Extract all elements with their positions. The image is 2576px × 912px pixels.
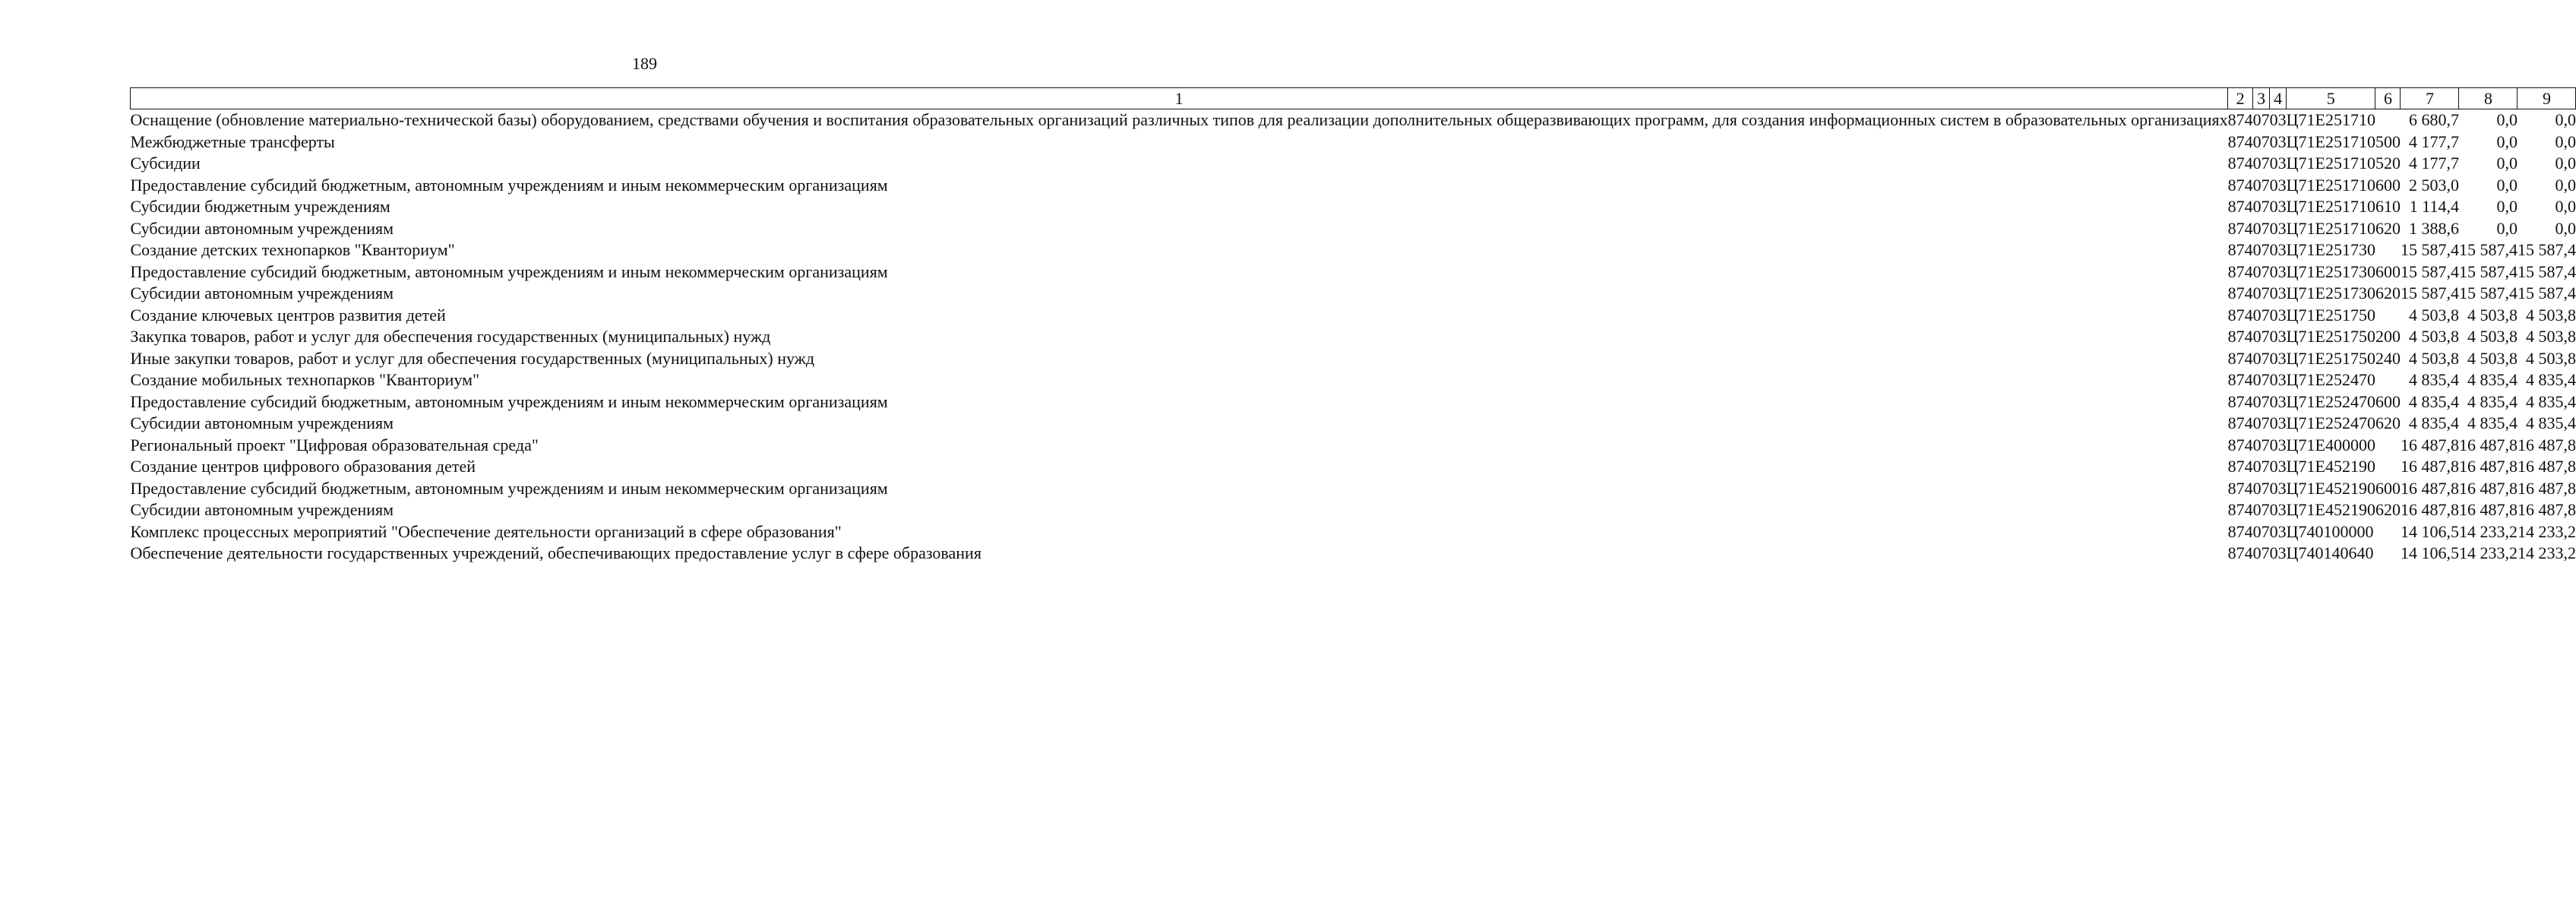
table-row xyxy=(131,435,2576,457)
row-name: Создание центров цифрового образования детей xyxy=(130,457,476,476)
row-name: Предоставление субсидий бюджетным, автономным учреждениям и иным некоммерческим организациям xyxy=(130,175,888,195)
expense-type-code: 600 xyxy=(2375,391,2401,411)
amount-year-1: 4 503,8 xyxy=(2408,305,2459,325)
section-code: 07 xyxy=(2252,435,2270,454)
target-article-code: Ц71Е251730 xyxy=(2286,283,2375,302)
amount-year-2: 4 503,8 xyxy=(2467,327,2518,346)
row-name: Межбюджетные трансферты xyxy=(130,131,335,151)
amount-year-3: 4 503,8 xyxy=(2525,305,2576,325)
subsection-code: 03 xyxy=(2269,327,2287,346)
amount-year-3: 0,0 xyxy=(2555,154,2576,173)
subsection-code: 03 xyxy=(2269,261,2287,281)
section-code: 07 xyxy=(2252,261,2270,281)
amount-year-2: 4 503,8 xyxy=(2467,348,2518,368)
section-code: 07 xyxy=(2252,391,2270,411)
ministry-code: 874 xyxy=(2227,283,2253,302)
table-row xyxy=(131,499,2576,521)
subsection-code: 03 xyxy=(2269,110,2287,129)
target-article-code: Ц71Е252470 xyxy=(2286,413,2375,432)
table-row xyxy=(131,175,2576,197)
expense-type-code: 620 xyxy=(2375,500,2401,519)
amount-year-2: 4 835,4 xyxy=(2467,391,2518,411)
amount-year-3: 16 487,8 xyxy=(2517,457,2576,476)
amount-year-1: 4 177,7 xyxy=(2408,154,2459,173)
amount-year-1: 15 587,4 xyxy=(2400,261,2459,281)
expense-type-code xyxy=(2375,239,2401,261)
section-code: 07 xyxy=(2252,240,2270,259)
amount-year-1: 16 487,8 xyxy=(2400,435,2459,454)
subsection-code: 03 xyxy=(2269,521,2287,541)
subsection-code: 03 xyxy=(2269,370,2287,389)
amount-year-1: 16 487,8 xyxy=(2400,478,2459,498)
page-number: 189 xyxy=(632,54,657,73)
section-code: 07 xyxy=(2252,543,2270,562)
ministry-code: 874 xyxy=(2227,154,2253,173)
subsection-code: 03 xyxy=(2269,131,2287,151)
section-code: 07 xyxy=(2252,218,2270,238)
ministry-code: 874 xyxy=(2227,521,2253,541)
expense-type-code: 600 xyxy=(2375,478,2401,498)
section-code: 07 xyxy=(2252,327,2270,346)
column-header: 6 xyxy=(2375,88,2401,109)
amount-year-2: 0,0 xyxy=(2496,110,2518,129)
amount-year-2: 14 233,2 xyxy=(2458,543,2518,562)
amount-year-3: 0,0 xyxy=(2555,110,2576,129)
ministry-code: 874 xyxy=(2227,197,2253,216)
amount-year-3: 4 503,8 xyxy=(2525,348,2576,368)
subsection-code: 03 xyxy=(2269,218,2287,238)
amount-year-3: 15 587,4 xyxy=(2517,283,2576,302)
ministry-code: 874 xyxy=(2227,218,2253,238)
row-name: Закупка товаров, работ и услуг для обеспечения государственных (муниципальных) нужд xyxy=(130,327,771,346)
target-article-code: Ц71Е452190 xyxy=(2286,457,2375,476)
expense-type-code xyxy=(2375,521,2401,543)
target-article-code: Ц71Е251710 xyxy=(2286,110,2375,129)
amount-year-1: 16 487,8 xyxy=(2400,457,2459,476)
ministry-code: 874 xyxy=(2227,110,2253,129)
amount-year-1: 15 587,4 xyxy=(2400,283,2459,302)
row-name: Предоставление субсидий бюджетным, автономным учреждениям и иным некоммерческим организациям xyxy=(130,391,888,411)
table-row xyxy=(131,413,2576,435)
subsection-code: 03 xyxy=(2269,240,2287,259)
table-row xyxy=(131,348,2576,370)
ministry-code: 874 xyxy=(2227,327,2253,346)
amount-year-3: 0,0 xyxy=(2555,175,2576,195)
amount-year-1: 4 503,8 xyxy=(2408,348,2459,368)
amount-year-1: 1 114,4 xyxy=(2409,197,2459,216)
amount-year-3: 15 587,4 xyxy=(2517,240,2576,259)
ministry-code: 874 xyxy=(2227,543,2253,562)
table-row xyxy=(131,283,2576,305)
table-row xyxy=(131,478,2576,500)
amount-year-2: 0,0 xyxy=(2496,218,2518,238)
row-name: Субсидии бюджетным учреждениям xyxy=(130,197,390,216)
target-article-code: Ц71Е251750 xyxy=(2286,305,2375,325)
target-article-code: Ц71Е251730 xyxy=(2286,261,2375,281)
amount-year-2: 15 587,4 xyxy=(2458,283,2518,302)
expense-type-code: 240 xyxy=(2375,348,2401,368)
table-row xyxy=(131,153,2576,175)
subsection-code: 03 xyxy=(2269,154,2287,173)
section-code: 07 xyxy=(2252,478,2270,498)
expense-type-code: 600 xyxy=(2375,261,2401,281)
section-code: 07 xyxy=(2252,154,2270,173)
amount-year-1: 4 503,8 xyxy=(2408,327,2459,346)
column-header: 3 xyxy=(2253,88,2270,109)
ministry-code: 874 xyxy=(2227,175,2253,195)
ministry-code: 874 xyxy=(2227,457,2253,476)
column-header: 7 xyxy=(2401,88,2459,109)
subsection-code: 03 xyxy=(2269,197,2287,216)
ministry-code: 874 xyxy=(2227,370,2253,389)
amount-year-3: 0,0 xyxy=(2555,131,2576,151)
row-name: Создание детских технопарков "Кванториум" xyxy=(130,240,455,259)
expense-type-code: 600 xyxy=(2375,175,2401,195)
budget-table xyxy=(130,87,2576,565)
subsection-code: 03 xyxy=(2269,305,2287,325)
ministry-code: 874 xyxy=(2227,478,2253,498)
table-row xyxy=(131,109,2576,131)
target-article-code: Ц71Е251710 xyxy=(2286,175,2375,195)
amount-year-2: 16 487,8 xyxy=(2458,500,2518,519)
section-code: 07 xyxy=(2252,348,2270,368)
section-code: 07 xyxy=(2252,197,2270,216)
target-article-code: Ц71Е251710 xyxy=(2286,197,2375,216)
target-article-code: Ц71Е452190 xyxy=(2286,478,2375,498)
expense-type-code: 620 xyxy=(2375,283,2401,302)
section-code: 07 xyxy=(2252,110,2270,129)
target-article-code: Ц740100000 xyxy=(2286,521,2374,541)
subsection-code: 03 xyxy=(2269,413,2287,432)
section-code: 07 xyxy=(2252,305,2270,325)
subsection-code: 03 xyxy=(2269,543,2287,562)
amount-year-1: 4 835,4 xyxy=(2408,370,2459,389)
target-article-code: Ц71Е251710 xyxy=(2286,131,2375,151)
subsection-code: 03 xyxy=(2269,457,2287,476)
column-header: 8 xyxy=(2459,88,2518,109)
section-code: 07 xyxy=(2252,283,2270,302)
row-name: Создание мобильных технопарков "Кванториум" xyxy=(130,370,480,389)
amount-year-2: 0,0 xyxy=(2496,154,2518,173)
amount-year-3: 0,0 xyxy=(2555,218,2576,238)
amount-year-2: 16 487,8 xyxy=(2458,478,2518,498)
amount-year-2: 4 835,4 xyxy=(2467,370,2518,389)
table-row xyxy=(131,369,2576,391)
subsection-code: 03 xyxy=(2269,435,2287,454)
amount-year-2: 4 503,8 xyxy=(2467,305,2518,325)
table-row xyxy=(131,196,2576,218)
column-header: 9 xyxy=(2518,88,2576,109)
subsection-code: 03 xyxy=(2269,500,2287,519)
target-article-code: Ц71Е251710 xyxy=(2286,154,2375,173)
table-row xyxy=(131,543,2576,565)
expense-type-code xyxy=(2375,305,2401,327)
section-code: 07 xyxy=(2252,521,2270,541)
row-name: Комплекс процессных мероприятий "Обеспечение деятельности организаций в сфере образования" xyxy=(130,521,842,541)
subsection-code: 03 xyxy=(2269,348,2287,368)
target-article-code: Ц71Е400000 xyxy=(2286,435,2375,454)
amount-year-1: 14 106,5 xyxy=(2400,543,2459,562)
table-row xyxy=(131,218,2576,240)
section-code: 07 xyxy=(2252,370,2270,389)
amount-year-2: 15 587,4 xyxy=(2458,240,2518,259)
row-name: Иные закупки товаров, работ и услуг для обеспечения государственных (муниципальных) нужд xyxy=(130,348,815,368)
expense-type-code xyxy=(2375,543,2401,565)
amount-year-3: 14 233,2 xyxy=(2517,521,2576,541)
section-code: 07 xyxy=(2252,457,2270,476)
column-header: 4 xyxy=(2270,88,2287,109)
target-article-code: Ц71Е251750 xyxy=(2286,348,2375,368)
target-article-code: Ц71Е251710 xyxy=(2286,218,2375,238)
subsection-code: 03 xyxy=(2269,283,2287,302)
table-row xyxy=(131,261,2576,283)
amount-year-3: 15 587,4 xyxy=(2517,261,2576,281)
amount-year-1: 1 388,6 xyxy=(2408,218,2459,238)
amount-year-1: 2 503,0 xyxy=(2408,175,2459,195)
row-name: Оснащение (обновление материально-технической базы) оборудованием, средствами обучения и воспитания образовательных организаций различных типов для реализации дополнительных общеразвивающих программ, для создания информационных систем в образовательных организациях xyxy=(130,110,2228,129)
row-name: Региональный проект "Цифровая образовательная среда" xyxy=(130,435,539,454)
row-name: Субсидии автономным учреждениям xyxy=(130,283,394,302)
amount-year-3: 4 835,4 xyxy=(2525,413,2576,432)
row-name: Предоставление субсидий бюджетным, автономным учреждениям и иным некоммерческим организациям xyxy=(130,478,888,498)
amount-year-3: 0,0 xyxy=(2555,197,2576,216)
expense-type-code: 620 xyxy=(2375,413,2401,432)
row-name: Субсидии автономным учреждениям xyxy=(130,218,394,238)
ministry-code: 874 xyxy=(2227,305,2253,325)
column-header: 1 xyxy=(131,88,2228,109)
amount-year-1: 4 835,4 xyxy=(2408,413,2459,432)
table-row xyxy=(131,521,2576,543)
column-number-row xyxy=(131,88,2576,109)
amount-year-1: 4 835,4 xyxy=(2408,391,2459,411)
column-header: 5 xyxy=(2287,88,2375,109)
amount-year-3: 16 487,8 xyxy=(2517,478,2576,498)
table-body xyxy=(131,109,2576,565)
section-code: 07 xyxy=(2252,413,2270,432)
ministry-code: 874 xyxy=(2227,500,2253,519)
amount-year-2: 16 487,8 xyxy=(2458,457,2518,476)
amount-year-1: 6 680,7 xyxy=(2408,110,2459,129)
target-article-code: Ц71Е452190 xyxy=(2286,500,2375,519)
amount-year-3: 4 835,4 xyxy=(2525,370,2576,389)
expense-type-code xyxy=(2375,109,2401,131)
ministry-code: 874 xyxy=(2227,435,2253,454)
amount-year-1: 14 106,5 xyxy=(2400,521,2459,541)
row-name: Обеспечение деятельности государственных учреждений, обеспечивающих предоставление услуг в сфере образования xyxy=(130,543,981,562)
amount-year-2: 16 487,8 xyxy=(2458,435,2518,454)
row-name: Субсидии автономным учреждениям xyxy=(130,500,394,519)
amount-year-2: 15 587,4 xyxy=(2458,261,2518,281)
row-name: Создание ключевых центров развития детей xyxy=(130,305,446,325)
target-article-code: Ц71Е251730 xyxy=(2286,240,2375,259)
expense-type-code xyxy=(2375,369,2401,391)
ministry-code: 874 xyxy=(2227,348,2253,368)
ministry-code: 874 xyxy=(2227,413,2253,432)
row-name: Субсидии xyxy=(130,154,201,173)
amount-year-2: 0,0 xyxy=(2496,131,2518,151)
ministry-code: 874 xyxy=(2227,240,2253,259)
expense-type-code xyxy=(2375,456,2401,478)
expense-type-code xyxy=(2375,435,2401,457)
table-row xyxy=(131,326,2576,348)
column-header: 2 xyxy=(2228,88,2253,109)
section-code: 07 xyxy=(2252,500,2270,519)
expense-type-code: 200 xyxy=(2375,327,2401,346)
amount-year-3: 16 487,8 xyxy=(2517,435,2576,454)
table-row xyxy=(131,456,2576,478)
expense-type-code: 620 xyxy=(2375,218,2401,238)
subsection-code: 03 xyxy=(2269,391,2287,411)
row-name: Субсидии автономным учреждениям xyxy=(130,413,394,432)
amount-year-3: 4 835,4 xyxy=(2525,391,2576,411)
target-article-code: Ц71Е252470 xyxy=(2286,391,2375,411)
table-row xyxy=(131,131,2576,154)
section-code: 07 xyxy=(2252,175,2270,195)
ministry-code: 874 xyxy=(2227,261,2253,281)
amount-year-2: 14 233,2 xyxy=(2458,521,2518,541)
amount-year-2: 0,0 xyxy=(2496,175,2518,195)
ministry-code: 874 xyxy=(2227,391,2253,411)
expense-type-code: 500 xyxy=(2375,131,2401,151)
amount-year-1: 4 177,7 xyxy=(2408,131,2459,151)
amount-year-2: 4 835,4 xyxy=(2467,413,2518,432)
amount-year-1: 16 487,8 xyxy=(2400,500,2459,519)
ministry-code: 874 xyxy=(2227,131,2253,151)
amount-year-3: 16 487,8 xyxy=(2517,500,2576,519)
amount-year-1: 15 587,4 xyxy=(2400,240,2459,259)
subsection-code: 03 xyxy=(2269,175,2287,195)
section-code: 07 xyxy=(2252,131,2270,151)
target-article-code: Ц71Е252470 xyxy=(2286,370,2375,389)
expense-type-code: 610 xyxy=(2375,197,2401,216)
table-row xyxy=(131,305,2576,327)
expense-type-code: 520 xyxy=(2375,154,2401,173)
subsection-code: 03 xyxy=(2269,478,2287,498)
table-row xyxy=(131,239,2576,261)
amount-year-3: 4 503,8 xyxy=(2525,327,2576,346)
target-article-code: Ц740140640 xyxy=(2286,543,2374,562)
target-article-code: Ц71Е251750 xyxy=(2286,327,2375,346)
table-row xyxy=(131,391,2576,413)
amount-year-2: 0,0 xyxy=(2496,197,2518,216)
row-name: Предоставление субсидий бюджетным, автономным учреждениям и иным некоммерческим организациям xyxy=(130,261,888,281)
amount-year-3: 14 233,2 xyxy=(2517,543,2576,562)
